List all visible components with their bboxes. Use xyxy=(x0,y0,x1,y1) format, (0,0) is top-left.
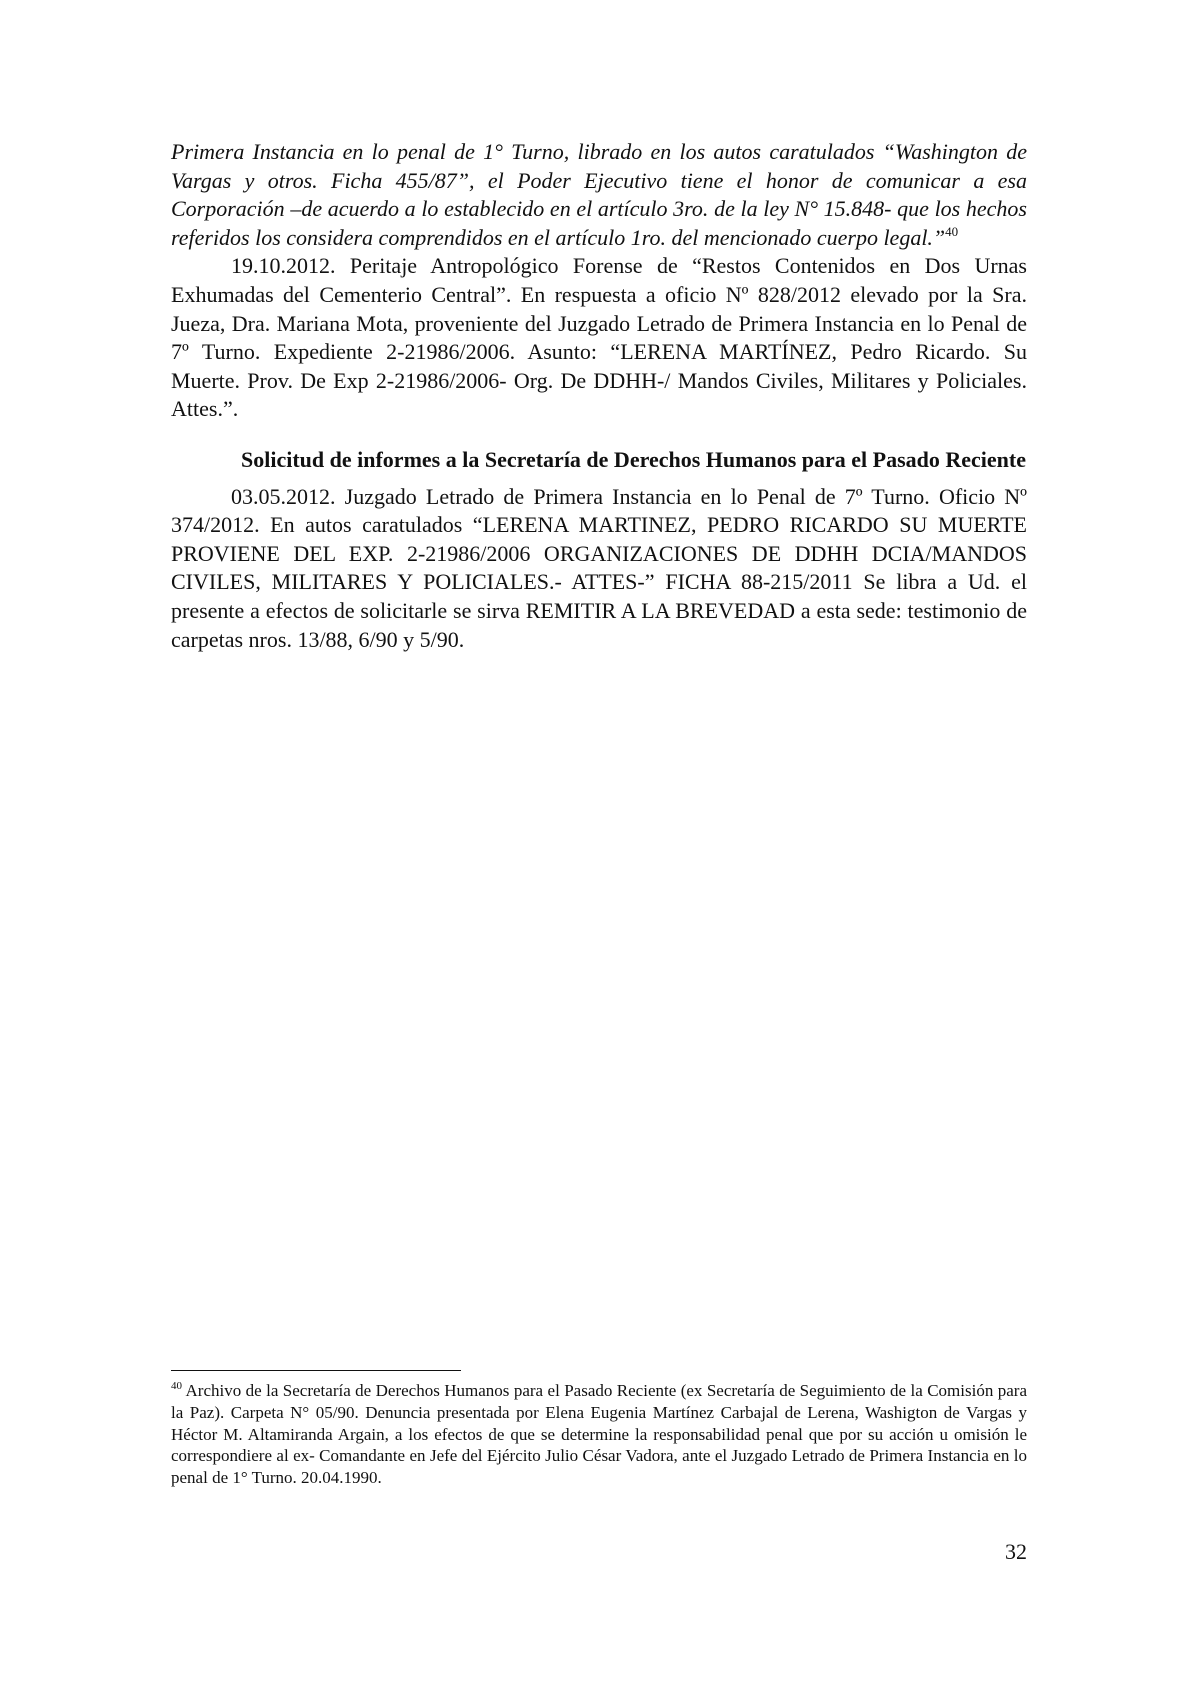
footnote-divider xyxy=(171,1370,461,1371)
footnote xyxy=(171,1380,1027,1489)
peritaje-paragraph: 19.10.2012. Peritaje Antropológico Forense de “Restos Contenidos en Dos Urnas Exhumadas del Cementerio Central”. En respuesta a oficio Nº 828/2012 elevado por la Sra. Jueza, Dra. Mariana Mota, proveniente del Juzgado Letrado de Primera Instancia en lo Penal de 7º Turno. Expediente 2-21986/2006. Asunto: “LERENA MARTÍNEZ, Pedro Ricardo. Su Muerte. Prov. De Exp 2-21986/2006- Org. De DDHH-/ Mandos Civiles, Militares y Policiales. Attes.”. xyxy=(171,253,1027,422)
page-number: 32 xyxy=(1005,1539,1027,1564)
footnote-text: Archivo de la Secretaría de Derechos Humanos para el Pasado Reciente (ex Secretaría de Seguimiento de la Comisión para la Paz). Carpeta N° 05/90. Denuncia presentada por Elena Eugenia Martínez Carbajal de Lerena, Washigton de Vargas y Héctor M. Altamiranda Argain, a los efectos de que se determine la responsabilidad penal que por su acción u omisión le correspondiere al ex- Comandante en Jefe del Ejército Julio César Vadora, ante el Juzgado Letrado de Primera Instancia en lo penal de 1° Turno. 20.04.1990. xyxy=(171,1381,1027,1488)
footnote-number: 40 xyxy=(171,1380,182,1392)
quoted-paragraph-text: Primera Instancia en lo penal de 1° Turno, librado en los autos caratulados “Washington de Vargas y otros. Ficha 455/87”, el Poder Ejecutivo tiene el honor de comunicar a esa Corporación –de acuerdo a lo establecido en el artículo 3ro. de la ley N° 15.848- que los hechos referidos los considera comprendidos en el artículo 1ro. del mencionado cuerpo legal.” xyxy=(171,139,1027,250)
section-heading: Solicitud de informes a la Secretaría de Derechos Humanos para el Pasado Reciente xyxy=(241,446,1026,472)
footnote-reference[interactable]: 40 xyxy=(945,223,959,239)
quoted-paragraph xyxy=(171,138,1027,252)
oficio-paragraph: 03.05.2012. Juzgado Letrado de Primera Instancia en lo Penal de 7º Turno. Oficio Nº 374/2012. En autos caratulados “LERENA MARTINEZ, PEDRO RICARDO SU MUERTE PROVIENE DEL EXP. 2-21986/2006 ORGANIZACIONES DE DDHH DCIA/MANDOS CIVILES, MILITARES Y POLICIALES.- ATTES-” FICHA 88-215/2011 Se libra a Ud. el presente a efectos de solicitarle se sirva REMITIR A LA BREVEDAD a esta sede: testimonio de carpetas nros. 13/88, 6/90 y 5/90. xyxy=(171,483,1027,652)
page-body xyxy=(171,138,1027,654)
